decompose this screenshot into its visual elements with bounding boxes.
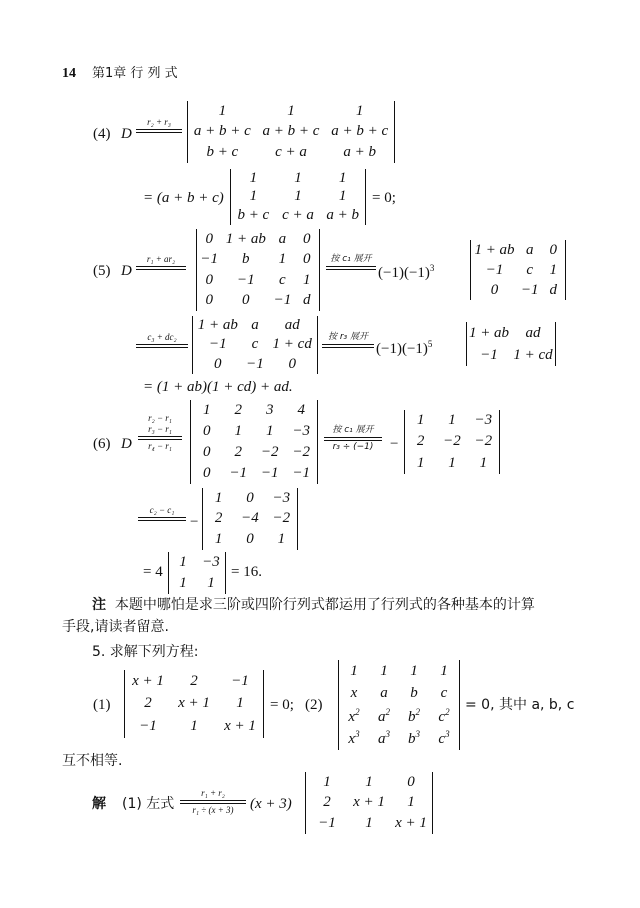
- solution-det-cell: x + 1: [353, 794, 385, 811]
- p5-det1-cell: 1 + ab: [225, 230, 266, 247]
- p6-det2-cell: −2: [474, 433, 493, 450]
- q5-det2-base: a: [378, 708, 386, 725]
- p6-det1-cell: 1: [203, 402, 211, 418]
- page-number: 14: [62, 66, 76, 81]
- q5-det2-cell: [380, 686, 388, 701]
- q5-det2-cell: [408, 730, 420, 747]
- q5-det2-base: 1: [440, 662, 448, 679]
- p6-det1-cell: 0: [203, 465, 211, 481]
- q5-det2-exp: 2: [355, 706, 360, 717]
- q5-det2-exp: 2: [415, 706, 420, 717]
- q5-tail: = 0, 其中 a, b, c: [465, 697, 575, 713]
- q5-mid: = 0;: [270, 697, 294, 713]
- q5-det2-cell: [441, 686, 448, 701]
- p6-det3-cell: 1: [214, 489, 223, 506]
- q5-det2-base: c: [438, 708, 446, 725]
- p5-result: = (1 + ab)(1 + cd) + ad.: [143, 379, 293, 395]
- p6-det2-cell: −3: [474, 412, 493, 429]
- solution-op: [180, 789, 246, 815]
- q5-det1-cell: 2: [190, 672, 198, 689]
- q5-det1: [124, 670, 264, 738]
- q5-det2-base: 1: [380, 662, 388, 679]
- p6-det3: [202, 488, 298, 550]
- p5-det3-cell: −1: [208, 336, 227, 353]
- p6-op1b: r₃ − r₁: [148, 424, 172, 434]
- p5-det2-cell: c: [526, 261, 534, 278]
- p5-op3-line2: [136, 347, 188, 348]
- p6-det4: [168, 552, 226, 594]
- q5-det2-cell: [410, 686, 418, 701]
- q5-det2-cell: [348, 730, 359, 747]
- q5-det1-cell: x + 1: [224, 718, 256, 735]
- p4-var: D: [121, 126, 132, 142]
- p6-result: = 16.: [231, 564, 262, 580]
- p4-det2-cell: b + c: [237, 207, 270, 224]
- p5-det3-cell: a: [251, 317, 259, 334]
- p6-label: (6): [93, 436, 111, 452]
- p6-det3-cell: 2: [214, 510, 223, 527]
- p5-det2-cell: 0: [549, 241, 557, 258]
- p4-op1-text: r₂ + r₃: [147, 117, 171, 127]
- p5-det3-cell: 0: [288, 355, 296, 372]
- p4-det1: [187, 101, 395, 163]
- p5-det3-cell: −1: [246, 355, 264, 372]
- solution-det-cell: −1: [318, 815, 336, 832]
- p6-det3-cell: 1: [214, 531, 223, 548]
- q5-det2-exp: 2: [445, 706, 450, 717]
- p5-label: (5): [93, 263, 111, 279]
- p5-det3-cell: c: [251, 336, 259, 353]
- p5-det2: [470, 240, 566, 300]
- p5-det1-cell: 1: [278, 251, 287, 268]
- p4-det2-cell: 1: [338, 188, 347, 205]
- p6-op2-line2: [324, 440, 382, 441]
- p5-det4-cell: 1 + cd: [513, 346, 553, 363]
- p6-det1-cell: −1: [260, 465, 279, 481]
- p5-det3-cell: ad: [284, 317, 300, 334]
- p6-det4-cell: 1: [179, 554, 187, 570]
- p5-exp2: 5: [427, 339, 433, 349]
- p5-op4: [322, 333, 374, 348]
- p4-det2: [230, 169, 366, 225]
- p5-var: D: [121, 263, 132, 279]
- p5-det1-cell: d: [303, 292, 311, 309]
- p5-det1-cell: −1: [200, 251, 218, 268]
- p4-det2-cell: c + a: [282, 207, 314, 224]
- p6-op2-top: 按 c₁ 展开: [332, 425, 374, 435]
- p5-op2-line: [326, 266, 376, 267]
- p5-op2-line2: [326, 269, 376, 270]
- p6-op2: [324, 426, 382, 452]
- p5-op4-line: [322, 344, 374, 345]
- q5-det2-exp: 3: [415, 729, 420, 740]
- p4-det1-cell: c + a: [275, 144, 307, 161]
- q5-det2-cell: [378, 730, 390, 747]
- p5-det1-cell: c: [279, 271, 286, 288]
- p5-det4-cell: 1 + ab: [468, 324, 510, 341]
- q5-det2-cell: [438, 708, 449, 725]
- p4-op1-line2: [136, 132, 182, 133]
- p6-op3-line2: [138, 520, 186, 521]
- p5-det1-cell: 0: [242, 292, 250, 309]
- q5-det2-base: c: [440, 685, 448, 702]
- p5-op1: [136, 255, 186, 270]
- p6-det1-cell: 2: [234, 444, 242, 460]
- p6-det3-cell: 1: [277, 531, 286, 548]
- p6-op1: [138, 414, 182, 451]
- p5-op2: [326, 255, 376, 270]
- p6-det3-cell: −2: [272, 510, 291, 527]
- q5-det2: [338, 660, 460, 750]
- p4-det1-cell: 1: [287, 102, 295, 119]
- p6-det1-cell: −2: [292, 444, 311, 460]
- p6-det2-cell: 1: [448, 454, 456, 471]
- p4-det1-cell: 1: [355, 102, 364, 119]
- p4-det1-cell: b + c: [206, 144, 239, 161]
- solution-det-cell: 2: [323, 794, 331, 811]
- q5-cont: 互不相等.: [62, 753, 123, 769]
- solution-det-cell: 1: [407, 794, 415, 811]
- solution-label: 解: [92, 796, 106, 812]
- p5-det2-cell: 0: [490, 281, 499, 298]
- q5-det2-cell: [380, 664, 388, 679]
- q5-det2-exp: 3: [355, 729, 360, 740]
- note-text1: 本题中哪怕是求三阶或四阶行列式都运用了行列式的各种基本的计算: [114, 597, 535, 613]
- p5-op1-line2: [136, 269, 186, 270]
- p4-det2-cell: 1: [249, 169, 258, 186]
- q5-det1-cell: −1: [139, 718, 157, 735]
- p6-op3-text: c₂ − c₁: [149, 505, 175, 515]
- p5-det4-cell: −1: [480, 346, 498, 363]
- p6-det1-cell: 2: [234, 402, 242, 418]
- p6-det2: [404, 410, 500, 474]
- q5-label1: (1): [93, 697, 111, 713]
- p5-det3-cell: 0: [214, 355, 222, 372]
- p6-det2-cell: 1: [479, 454, 488, 471]
- p5-factor1: [378, 264, 434, 281]
- p5-op3-line: [136, 344, 188, 345]
- p6-det1-cell: 0: [203, 444, 211, 460]
- p5-det2-cell: −1: [520, 281, 539, 298]
- p6-det4-cell: −3: [202, 554, 220, 570]
- p6-det1-cell: −2: [260, 444, 279, 460]
- q5-det2-cell: [440, 664, 448, 679]
- q5-det2-base: a: [378, 731, 386, 748]
- p5-det1-cell: b: [242, 251, 250, 268]
- p5-op1-line: [136, 266, 186, 267]
- p6-det2-cell: −2: [443, 433, 461, 450]
- q5-det2-cell: [410, 664, 418, 679]
- q5-det2-cell: [438, 730, 449, 747]
- p6-det3-cell: −4: [241, 510, 259, 527]
- q5-det2-base: b: [408, 731, 416, 748]
- q5-det2-base: a: [380, 685, 388, 702]
- p4-det1-cell: a + b: [343, 144, 376, 161]
- p6-var: D: [121, 436, 132, 452]
- q5-det2-cell: [350, 664, 358, 679]
- p4-eq-result: = 0;: [372, 190, 396, 206]
- p6-op3-line: [138, 517, 186, 518]
- solution-det-cell: 1: [365, 815, 373, 832]
- p4-det2-cell: 1: [294, 169, 302, 186]
- p4-det2-cell: 1: [294, 188, 302, 205]
- p6-op1-line: [138, 436, 182, 437]
- p5-op3: [136, 333, 188, 348]
- p4-det1-cell: a + b + c: [262, 123, 320, 140]
- p6-det2-cell: 1: [416, 454, 425, 471]
- q5-det2-base: b: [408, 708, 416, 725]
- p6-det1-cell: −1: [292, 465, 311, 481]
- q5-det2-base: x: [350, 685, 358, 702]
- p4-det1-cell: a + b + c: [331, 123, 389, 140]
- p6-det1-cell: 1: [234, 423, 242, 439]
- p6-det1-cell: 4: [297, 402, 305, 418]
- q5-det2-cell: [378, 708, 390, 725]
- p5-det1-cell: 1: [303, 271, 311, 288]
- p6-det4-cell: 1: [207, 575, 215, 591]
- p5-det1-cell: 0: [205, 292, 213, 309]
- p6-det2-cell: 1: [416, 412, 425, 429]
- solution-det: [305, 772, 433, 834]
- p6-op3: [138, 506, 186, 521]
- q5-det1-cell: 1: [236, 695, 244, 712]
- solution-det-cell: x + 1: [395, 815, 427, 832]
- q5-det2-base: b: [410, 685, 418, 702]
- p5-op1-text: r₁ + ar₂: [146, 254, 176, 264]
- p6-det4-cell: 1: [179, 575, 187, 591]
- p6-op1a: r₂ − r₁: [148, 413, 172, 423]
- p4-det2-cell: 1: [249, 188, 258, 205]
- q5-det1-cell: 2: [144, 695, 152, 712]
- p4-det2-cell: a + b: [326, 207, 359, 224]
- p6-op2-line: [324, 437, 382, 438]
- q5-det1-cell: −1: [231, 672, 249, 689]
- p6-det1-cell: 3: [266, 402, 274, 418]
- p5-op3-text: c₃ + dc₂: [147, 332, 177, 342]
- solution-det-cell: 0: [407, 773, 415, 790]
- p6-eq4: = 4: [143, 564, 163, 580]
- p5-det1-cell: a: [278, 230, 287, 247]
- q5-det2-cell: [408, 708, 420, 725]
- q5-det1-cell: x + 1: [132, 672, 164, 689]
- q5-det2-exp: 2: [385, 706, 390, 717]
- p5-factor2-text: (−1)(−1): [376, 341, 428, 357]
- q5-det1-cell: 1: [190, 718, 198, 735]
- p5-det1-cell: 0: [303, 251, 311, 268]
- note-line1: [92, 598, 535, 612]
- note-line2: 手段,请读者留意.: [62, 619, 169, 635]
- p6-det1-cell: 0: [203, 423, 211, 439]
- p6-det3-cell: 0: [246, 489, 254, 506]
- q5-det2-base: 1: [350, 662, 358, 679]
- p4-label: (4): [93, 126, 111, 142]
- q5-label2: (2): [305, 697, 323, 713]
- p6-det2-cell: 2: [416, 433, 425, 450]
- q5-det2-exp: 3: [445, 729, 450, 740]
- solution-det-cell: 1: [323, 773, 331, 790]
- p5-det1-cell: 0: [205, 271, 213, 288]
- p5-factor1-text: (−1)(−1): [378, 265, 430, 281]
- solution-det-cell: 1: [365, 773, 373, 790]
- p5-det1-cell: −1: [236, 271, 255, 288]
- q5-title: 5. 求解下列方程:: [92, 644, 199, 660]
- p5-op4-line2: [322, 347, 374, 348]
- p5-det3-cell: 1 + cd: [272, 336, 312, 353]
- p5-det4: [466, 322, 556, 366]
- solution-op-top: r₁ + r₂: [201, 788, 225, 798]
- q5-det2-exp: 3: [385, 729, 390, 740]
- q5-det2-base: c: [438, 731, 446, 748]
- p5-det1: [196, 229, 320, 311]
- p4-op1: [136, 118, 182, 133]
- p6-det2-cell: 1: [448, 412, 456, 429]
- p4-det1-cell: 1: [218, 102, 227, 119]
- q5-det2-cell: [348, 708, 359, 725]
- p6-det1-cell: −1: [229, 465, 248, 481]
- p5-det3: [192, 316, 318, 374]
- p6-op1c: r₄ − r₁: [148, 441, 172, 451]
- p4-det1-cell: a + b + c: [193, 123, 251, 140]
- solution-text: (1) 左式: [122, 796, 175, 812]
- p6-det1-cell: 1: [266, 423, 274, 439]
- p5-det2-cell: a: [526, 241, 534, 258]
- p6-det3-cell: −3: [272, 489, 291, 506]
- p4-det2-cell: 1: [338, 169, 347, 186]
- q5-det2-base: x: [348, 731, 356, 748]
- p6-minus1: −: [390, 436, 399, 452]
- p5-det1-cell: −1: [273, 292, 292, 309]
- p5-det4-cell: ad: [525, 324, 541, 341]
- q5-det2-base: 1: [410, 662, 418, 679]
- p5-det2-cell: 1: [549, 261, 557, 278]
- p5-op2-text: 按 c₁ 展开: [330, 254, 372, 264]
- p6-det1-cell: −3: [292, 423, 311, 439]
- p5-exp1: 3: [429, 263, 435, 273]
- p6-det1: [190, 400, 318, 484]
- p6-op2-bot: r₃ ÷ (−1): [332, 442, 374, 452]
- q5-det2-base: x: [348, 708, 356, 725]
- p5-det2-cell: −1: [485, 261, 504, 278]
- solution-op-bot: r₁ ÷ (x + 3): [192, 805, 234, 815]
- p5-factor2: [376, 340, 432, 357]
- q5-det1-cell: x + 1: [178, 695, 210, 712]
- note-label: 注: [92, 597, 106, 613]
- solution-op-line: [180, 800, 246, 801]
- p5-op4-text: 按 r₃ 展开: [327, 332, 369, 342]
- solution-factor: (x + 3): [250, 796, 292, 812]
- p6-det3-cell: 0: [246, 531, 254, 548]
- p6-op1-line2: [138, 439, 182, 440]
- p5-det1-cell: 0: [205, 230, 213, 247]
- p5-det2-cell: d: [549, 281, 557, 298]
- p4-eq-prefix: = (a + b + c): [143, 190, 224, 206]
- p5-det3-cell: 1 + ab: [197, 317, 238, 334]
- solution-op-line2: [180, 803, 246, 804]
- p5-det1-cell: 0: [303, 230, 311, 247]
- p5-det2-cell: 1 + ab: [474, 241, 515, 258]
- p6-minus2: −: [190, 514, 199, 530]
- chapter-title: 第1章 行 列 式: [92, 66, 178, 81]
- q5-det2-cell: [351, 686, 358, 701]
- p4-op1-line: [136, 129, 182, 130]
